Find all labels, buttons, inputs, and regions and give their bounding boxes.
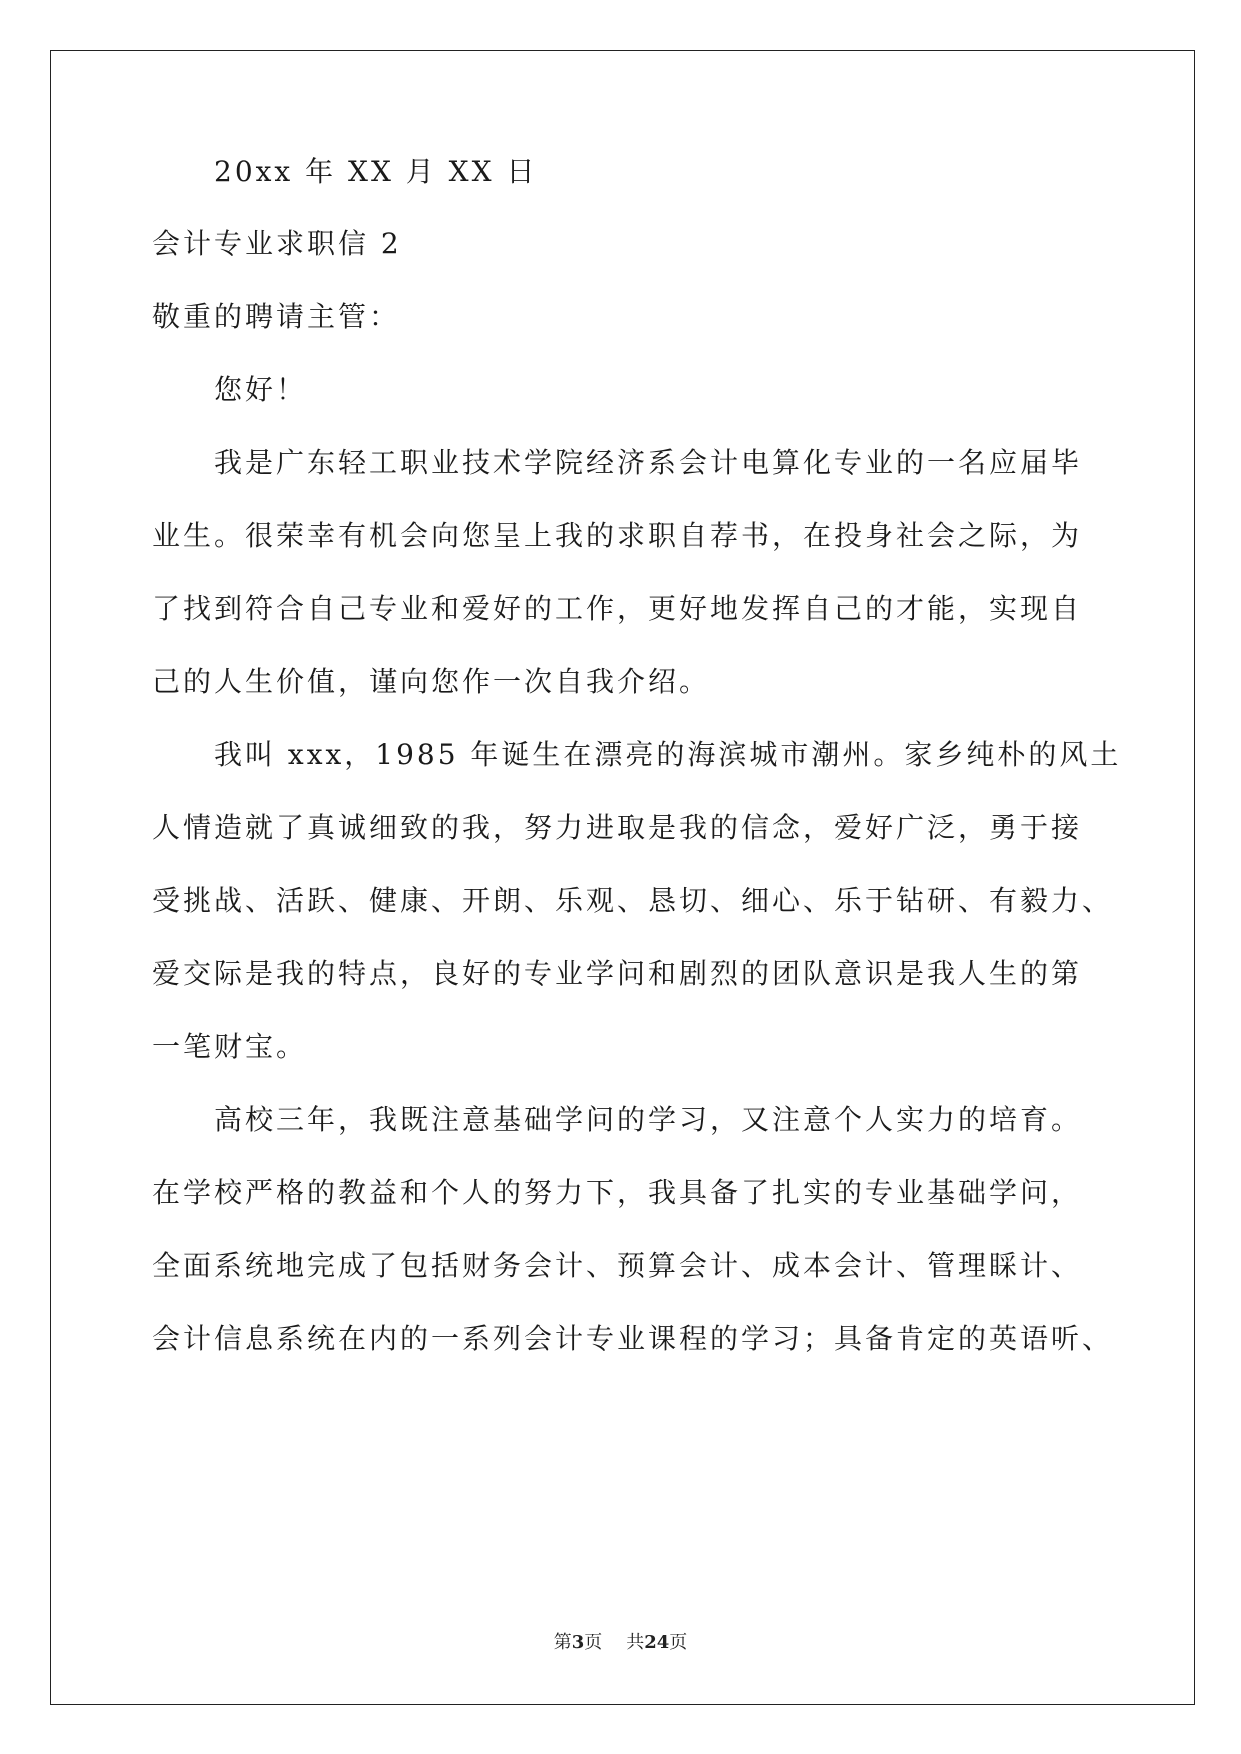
document-title: 会计专业求职信 2 [152, 227, 402, 260]
footer-page-suffix: 页 [584, 1632, 603, 1653]
footer-total-suffix: 页 [669, 1632, 688, 1653]
paragraph-line: 一笔财宝。 [152, 1030, 308, 1063]
paragraph-line: 全面系统地完成了包括财务会计、预算会计、成本会计、管理睬计、 [152, 1249, 1083, 1282]
current-page-number: 3 [571, 1632, 585, 1653]
date-line: 20xx 年 XX 月 XX 日 [214, 155, 538, 188]
paragraph-line: 了找到符合自己专业和爱好的工作，更好地发挥自己的才能，实现自 [152, 592, 1083, 625]
footer-prefix: 第 [553, 1632, 572, 1653]
paragraph-line: 爱交际是我的特点，良好的专业学问和剧烈的团队意识是我人生的第 [152, 957, 1083, 990]
paragraph-line: 业生。很荣幸有机会向您呈上我的求职自荐书，在投身社会之际，为 [152, 519, 1083, 552]
page-footer [0, 1628, 1241, 1654]
paragraph-line: 高校三年，我既注意基础学问的学习，又注意个人实力的培育。 [214, 1103, 1083, 1136]
paragraph-line: 在学校严格的教益和个人的努力下，我具备了扎实的专业基础学问， [152, 1176, 1083, 1209]
salutation: 敬重的聘请主管： [152, 300, 401, 333]
paragraph-line: 己的人生价值，谨向您作一次自我介绍。 [152, 665, 711, 698]
total-pages-number: 24 [644, 1632, 670, 1653]
paragraph-line: 人情造就了真诚细致的我，努力进取是我的信念，爱好广泛，勇于接 [152, 811, 1083, 844]
paragraph-line: 受挑战、活跃、健康、开朗、乐观、恳切、细心、乐于钻研、有毅力、 [152, 884, 1114, 917]
paragraph-line: 我是广东轻工职业技术学院经济系会计电算化专业的一名应届毕 [214, 446, 1083, 479]
greeting: 您好！ [214, 373, 308, 406]
footer-total-prefix: 共 [626, 1632, 645, 1653]
paragraph-line: 会计信息系统在内的一系列会计专业课程的学习；具备肯定的英语听、 [152, 1322, 1114, 1355]
paragraph-line: 我叫 xxx，1985 年诞生在漂亮的海滨城市潮州。家乡纯朴的风土 [214, 738, 1122, 771]
